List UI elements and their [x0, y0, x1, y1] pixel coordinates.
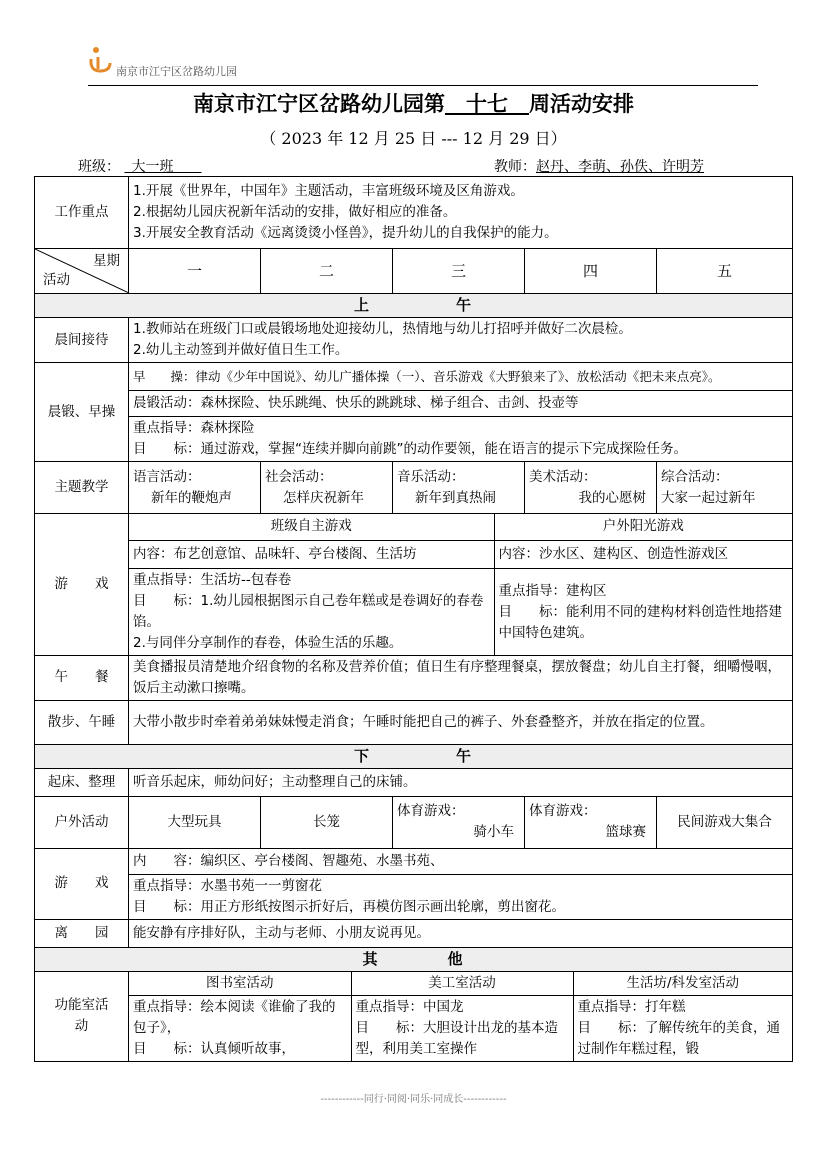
- theme-teaching-row: [35, 462, 793, 514]
- date-range: （ 2023 年 12 月 25 日 --- 12 月 29 日）: [260, 129, 567, 148]
- function-room-row: [35, 971, 793, 1061]
- morning-section-header: 上 午: [35, 294, 793, 318]
- wake-row: 起床、整理 听音乐起床，师幼问好；主动整理自己的床铺。: [35, 768, 793, 796]
- row-label: 午 餐: [35, 655, 129, 700]
- day-thursday: 四: [525, 249, 657, 294]
- leave-row: 离 园 能安静有序排好队，主动与老师、小朋友说再见。: [35, 919, 793, 947]
- lunch-row: 午 餐 美食播报员清楚地介绍食物的名称及营养价值；值日生有序整理餐桌，摆放餐盘；幼儿自主打餐，细嚼慢咽，饭后主动漱口擦嘴。: [35, 655, 793, 700]
- row-label: 主题教学: [35, 462, 129, 514]
- weekly-schedule-table: [34, 176, 793, 1062]
- day-wednesday: 三: [393, 249, 525, 294]
- day-tuesday: 二: [261, 249, 393, 294]
- afternoon-games-row-1: 游 戏 内 容：编织区、亭台楼阁、智趣苑、水墨书苑、: [35, 848, 793, 874]
- class-games-head: 班级自主游戏: [129, 514, 494, 540]
- afternoon-games-row-2: 重点指导：水墨书苑一一剪窗花 目 标：用正方形纸按图示折好后，再模仿图示画出轮廓，剪出窗花。: [35, 874, 793, 919]
- teacher-info: 教师：赵丹、李萌、孙佚、许明芳: [494, 159, 704, 175]
- exercise-row-2: [35, 391, 793, 417]
- class-name: 大一班: [131, 159, 174, 175]
- page-title: [0, 88, 827, 118]
- outdoor-cell-5: 民间游戏大集合: [657, 796, 793, 848]
- row-label: 起床、整理: [35, 768, 129, 796]
- diagonal-header-cell: 星期 活动: [35, 249, 129, 294]
- other-section-header: 其 他: [35, 947, 793, 971]
- title-prefix: 南京市江宁区岔路幼儿园第: [193, 91, 445, 116]
- weekday-header-row: [35, 249, 793, 294]
- week-number: 十七: [466, 91, 508, 116]
- row-label: 工作重点: [35, 177, 129, 249]
- row-label: 游 戏: [35, 514, 129, 656]
- kindergarten-logo-icon: [88, 45, 114, 75]
- outdoor-cell-2: 长笼: [261, 796, 393, 848]
- header-logo-text: 南京市江宁区岔路幼儿园: [116, 65, 237, 78]
- games-row: [35, 514, 793, 656]
- work-focus-content: 1.开展《世界年，中国年》主题活动，丰富班级环境及区角游戏。 2.根据幼儿园庆祝新年活动的安排，做好相应的准备。 3.开展安全教育活动《远离烫烫小怪兽》，提升幼儿的自我保护的能力。: [129, 177, 793, 249]
- title-suffix: 周活动安排: [529, 91, 634, 116]
- outdoor-cell-4: 体育游戏： 篮球赛: [525, 796, 657, 848]
- class-info: 班级： 大一班: [78, 156, 201, 176]
- exercise-row-3: 重点指导：森林探险 目 标：通过游戏，掌握“连续并脚向前跳”的动作要领，能在语言的提示下完成探险任务。: [35, 417, 793, 462]
- library-head: 图书室活动: [129, 972, 351, 996]
- row-label: 散步、午睡: [35, 700, 129, 744]
- day-friday: 五: [657, 249, 793, 294]
- games-inner-table: 班级自主游戏 户外阳光游戏 内容：布艺创意馆、品味轩、亭台楼阁、生活坊 内容：沙水区、建构区、创造性游戏区 重点指导：生活坊--包春卷 目 标：1.幼儿园根据图示自己卷年糕或是卷调好的春卷馅。 2.与同伴分享制作的春卷，体验生活的乐趣。 重点指导：建构区 目 标：能利用不同的建构材料创造性地搭建中国特色建筑。: [129, 514, 792, 655]
- row-label: 功能室活动: [35, 971, 129, 1061]
- zaocao-content: 早 操：律动《少年中国说》、幼儿广播体操（一）、音乐游戏《大野狼来了》、放松活动《把未来点亮》。: [129, 363, 793, 391]
- theme-cell-social: 社会活动： 怎样庆祝新年: [261, 462, 393, 514]
- row-label: 户外活动: [35, 796, 129, 848]
- afternoon-section-header: 下 午: [35, 744, 793, 768]
- page-header: [88, 45, 758, 86]
- work-focus-row: [35, 177, 793, 249]
- row-label: 离 园: [35, 919, 129, 947]
- art-room-head: 美工室活动: [351, 972, 573, 996]
- theme-cell-music: 音乐活动： 新年到真热闹: [393, 462, 525, 514]
- outdoor-cell-3: 体育游戏： 骑小车: [393, 796, 525, 848]
- reception-row: 晨间接待 1.教师站在班级门口或晨锻场地处迎接幼儿，热情地与幼儿打招呼并做好二次晨检。 2.幼儿主动签到并做好值日生工作。: [35, 318, 793, 363]
- life-room-head: 生活坊/科发室活动: [573, 972, 792, 996]
- outdoor-games-head: 户外阳光游戏: [494, 514, 792, 540]
- theme-cell-language: 语言活动： 新年的鞭炮声: [129, 462, 261, 514]
- day-monday: 一: [129, 249, 261, 294]
- nap-row: 散步、午睡 大带小散步时牵着弟弟妹妹慢走消食；午睡时能把自己的裤子、外套叠整齐，并放在指定的位置。: [35, 700, 793, 744]
- exercise-row-1: [35, 363, 793, 391]
- morning-activity-content: 晨锻活动：森林探险、快乐跳绳、快乐的跳跳球、梯子组合、击剑、投壶等: [129, 391, 793, 417]
- theme-cell-comprehensive: 综合活动： 大家一起过新年: [657, 462, 793, 514]
- row-label: 游 戏: [35, 848, 129, 919]
- row-label: 晨锻、早操: [35, 363, 129, 462]
- row-label: 晨间接待: [35, 318, 129, 363]
- page-footer: ------------同行·同阅·同乐·同成长------------: [320, 1094, 507, 1105]
- outdoor-row: [35, 796, 793, 848]
- outdoor-cell-1: 大型玩具: [129, 796, 261, 848]
- theme-cell-art: 美术活动： 我的心愿树: [525, 462, 657, 514]
- function-room-inner: 图书室活动 美工室活动 生活坊/科发室活动 重点指导：绘本阅读《谁偷了我的包子》， 目 标：认真倾听故事， 重点指导：中国龙 目 标：大胆设计出龙的基本造型，利用美工室操作 重点指导：打年糕 目 标：了解传统年的美食，通过制作年糕过程，锻: [129, 972, 792, 1061]
- teacher-names: 赵丹、李萌、孙佚、许明芳: [536, 159, 704, 175]
